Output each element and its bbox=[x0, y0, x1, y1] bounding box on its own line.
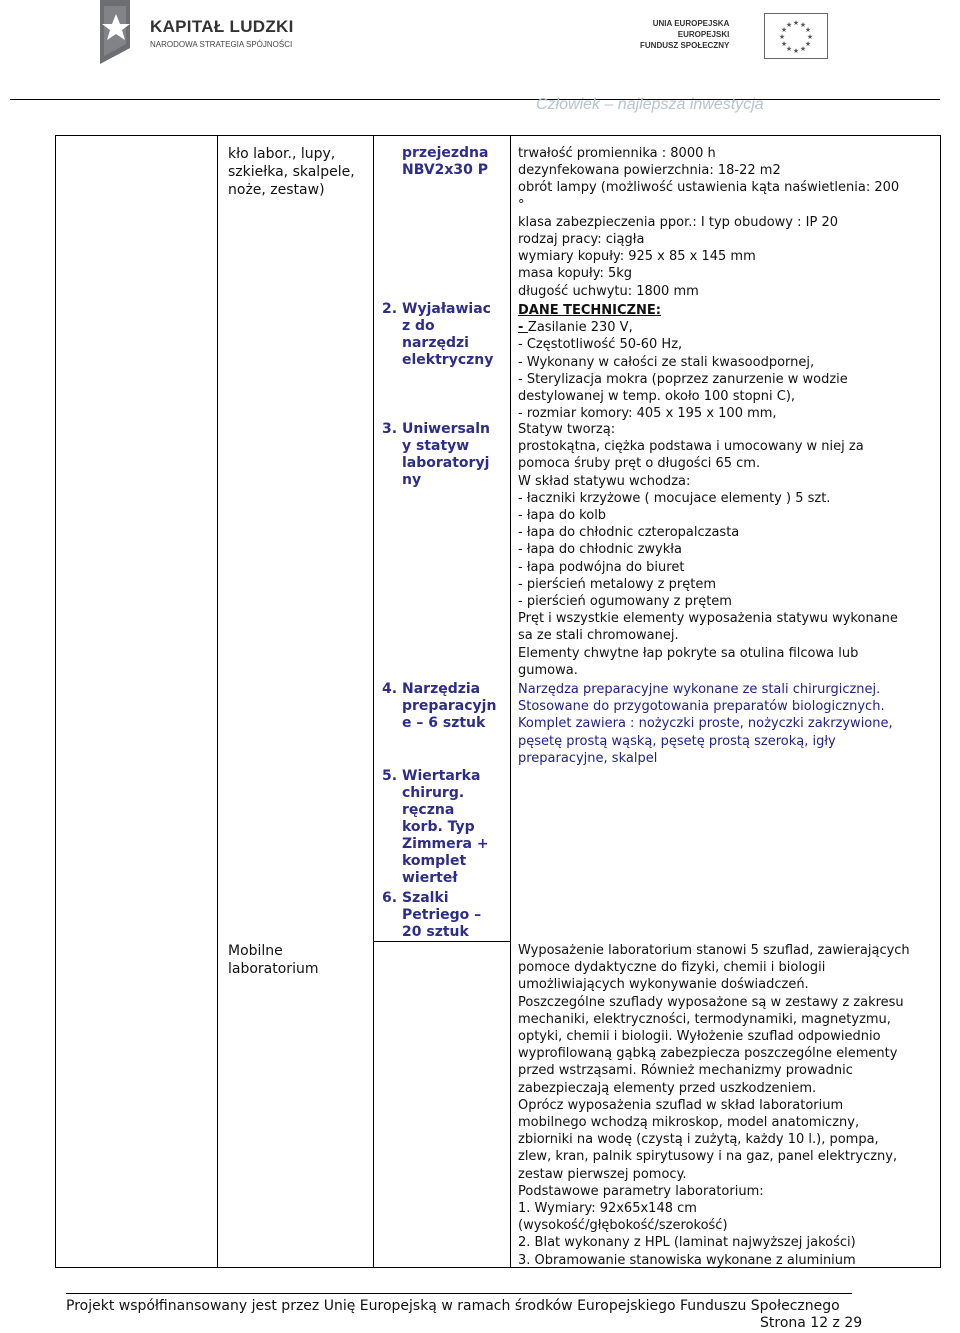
text-line: ny bbox=[402, 472, 422, 488]
tools-specs bbox=[518, 681, 940, 767]
text-line: W skład statywu wchodza: bbox=[518, 473, 691, 489]
text-line: kło labor., lupy, bbox=[228, 146, 336, 162]
text-line: y statyw bbox=[402, 438, 470, 454]
text-line: dezynfekowana powierzchnia: 18-22 m2 bbox=[518, 163, 781, 179]
table-cell-category bbox=[228, 942, 370, 978]
text-line: 1. Wymiary: 92x65x148 cm bbox=[518, 1201, 697, 1217]
text-line: ręczna bbox=[402, 802, 455, 818]
text-line: mechaniki, elektryczności, termodynamiki, magnetyzmu, bbox=[518, 1011, 891, 1027]
text-line: wyprofilowaną gąbką zabezpiecza poszczególne elementy bbox=[518, 1046, 898, 1062]
text-line: rodzaj pracy: ciągła bbox=[518, 232, 645, 248]
text-line: Pręt i wszystkie elementy wyposażenia statywu wykonane bbox=[518, 611, 898, 627]
text-line: Stosowane do przygotowania preparatów biologicznych. bbox=[518, 699, 885, 715]
text-line: masa kopuły: 5kg bbox=[518, 266, 633, 282]
text-line: elektryczny bbox=[402, 352, 494, 368]
table-column-divider bbox=[373, 135, 374, 1268]
text-line: ° bbox=[518, 197, 525, 213]
text-line: e – 6 sztuk bbox=[402, 715, 486, 731]
svg-text:★: ★ bbox=[799, 45, 807, 53]
text-line: Komplet zawiera : nożyczki proste, nożyczki zakrzywione, bbox=[518, 716, 893, 732]
text-line: optyki, chemii i biologii. Wyłożenie szuflad odpowiednio bbox=[518, 1029, 881, 1045]
eu-line: EUROPEJSKI bbox=[677, 30, 730, 39]
text-line: noże, zestaw) bbox=[228, 182, 325, 198]
text-line: Zasilanie 230 V, bbox=[527, 320, 633, 336]
text-line: 3. Obramowanie stanowiska wykonane z aluminium bbox=[518, 1252, 856, 1268]
text-line: szkiełka, skalpele, bbox=[228, 164, 355, 180]
text-line: umożliwiających wykonywanie doświadczeń. bbox=[518, 977, 809, 993]
item-4 bbox=[382, 681, 500, 732]
item-5 bbox=[382, 768, 500, 887]
eu-line: FUNDUSZ SPOŁECZNY bbox=[640, 41, 730, 50]
text-line: Wyposażenie laboratorium stanowi 5 szuflad, zawierających bbox=[518, 943, 910, 958]
text-line: pęsetę prostą wąską, pęsetę prostą szeroką, igły bbox=[518, 733, 836, 749]
text-line: Wyjaławiac bbox=[402, 301, 491, 317]
item-number: 5. bbox=[382, 768, 398, 784]
text-line: Mobilne bbox=[228, 943, 283, 959]
logo-title: KAPITAŁ LUDZKI bbox=[150, 17, 294, 36]
svg-text:★: ★ bbox=[785, 45, 793, 53]
text-line: - Częstotliwość 50-60 Hz, bbox=[518, 337, 683, 353]
text-line: korb. Typ bbox=[402, 819, 475, 835]
table-row-divider bbox=[373, 941, 510, 942]
item-number: 3. bbox=[382, 421, 398, 437]
text-line: wierteł bbox=[402, 870, 458, 886]
text-line: laboratorium bbox=[228, 961, 319, 977]
item-number: 6. bbox=[382, 890, 398, 906]
text-line: obrót lampy (możliwość ustawienia kąta naświetlenia: 200 bbox=[518, 180, 900, 196]
text-line: preparacyjne, skalpel bbox=[518, 750, 658, 766]
svg-text:★: ★ bbox=[799, 21, 807, 29]
eu-line: UNIA EUROPEJSKA bbox=[652, 19, 730, 28]
text-line: - łapa do chłodnic czteropalczasta bbox=[518, 525, 740, 541]
text-line: wymiary kopuły: 925 x 85 x 145 mm bbox=[518, 249, 756, 265]
text-line: - rozmiar komory: 405 x 195 x 100 mm, bbox=[518, 406, 777, 422]
header-rule bbox=[10, 99, 940, 100]
footer-text: Projekt współfinansowany jest przez Unię Europejską w ramach środków Europejskiego Funduszu Społecznego bbox=[66, 1298, 840, 1314]
text-line: - łapa do kolb bbox=[518, 508, 607, 524]
text-line: przed wstrząsami. Również mechanizmy prowadnic bbox=[518, 1063, 853, 1079]
text-line: (wysokość/głębokość/szerokość) bbox=[518, 1218, 728, 1234]
text-line: - Wykonany w całości ze stali kwasoodpornej, bbox=[518, 354, 815, 370]
text-line: Uniwersaln bbox=[402, 421, 491, 437]
text-line: - pierścień metalowy z prętem bbox=[518, 576, 716, 592]
text-line: NBV2x30 P bbox=[402, 162, 489, 178]
lamp-specs bbox=[518, 145, 940, 300]
footer-rule bbox=[66, 1293, 852, 1294]
item-3 bbox=[382, 421, 500, 489]
text-line: długość uchwytu: 1800 mm bbox=[518, 283, 699, 299]
text-line: Statyw tworzą: bbox=[518, 422, 616, 437]
text-line: - Sterylizacja mokra (poprzez zanurzenie w wodzie bbox=[518, 371, 848, 387]
text-line: trwałość promiennika : 8000 h bbox=[518, 146, 716, 161]
table-cell-category bbox=[228, 145, 370, 199]
svg-text:★: ★ bbox=[792, 19, 800, 27]
table-column-divider bbox=[217, 135, 218, 1268]
svg-text:★: ★ bbox=[806, 33, 814, 41]
text-line: zbiorniki na wodę (czystą i zużytą, każdy 10 l.), pompa, bbox=[518, 1132, 879, 1148]
svg-text:★: ★ bbox=[778, 33, 786, 41]
text-line: gumowa. bbox=[518, 662, 578, 678]
stand-specs bbox=[518, 421, 940, 679]
text-line: klasa zabezpieczenia ppor.: I typ obudowy : IP 20 bbox=[518, 214, 838, 230]
text-line: Wiertarka bbox=[402, 768, 481, 784]
dash-marker: - bbox=[518, 320, 528, 336]
svg-text:★: ★ bbox=[804, 26, 812, 34]
logo-subtitle: NARODOWA STRATEGIA SPÓJNOŚCI bbox=[150, 40, 293, 49]
eu-label bbox=[640, 18, 729, 51]
text-line: Elementy chwytne łap pokryte sa otulina filcowa lub bbox=[518, 645, 859, 661]
text-line: - łapa do chłodnic zwykła bbox=[518, 542, 682, 558]
text-line: zestaw pierwszej pomocy. bbox=[518, 1166, 687, 1182]
sterilizer-specs bbox=[518, 302, 940, 422]
text-line: sa ze stali chromowanej. bbox=[518, 628, 679, 644]
text-line: preparacyjn bbox=[402, 698, 497, 714]
svg-text:★: ★ bbox=[792, 47, 800, 55]
svg-text:★: ★ bbox=[780, 40, 788, 48]
svg-text:★: ★ bbox=[785, 21, 793, 29]
svg-text:★: ★ bbox=[780, 26, 788, 34]
text-line: prostokątna, ciężka podstawa i umocowany w niej za bbox=[518, 439, 864, 455]
text-line: Petriego – bbox=[402, 907, 482, 923]
item-1 bbox=[402, 145, 520, 179]
text-line: narzędzi bbox=[402, 335, 469, 351]
text-line: Poszczególne szuflady wyposażone są w zestawy z zakresu bbox=[518, 994, 904, 1010]
text-line: chirurg. bbox=[402, 785, 465, 801]
text-line: komplet bbox=[402, 853, 467, 869]
text-line: pomoca śruby pręt o długości 65 cm. bbox=[518, 456, 761, 472]
table-column-divider bbox=[510, 135, 511, 1268]
text-line: mobilnego wchodzą mikroskop, model anatomiczny, bbox=[518, 1115, 860, 1131]
text-line: Oprócz wyposażenia szuflad w skład laboratorium bbox=[518, 1097, 844, 1113]
text-line: laboratoryj bbox=[402, 455, 490, 471]
item-2 bbox=[382, 301, 500, 369]
text-line: Narzędza preparacyjne wykonane ze stali chirurgicznej. bbox=[518, 682, 881, 697]
text-line: Szalki bbox=[402, 890, 449, 906]
item-number: 4. bbox=[382, 681, 398, 697]
slogan: Człowiek – najlepsza inwestycja bbox=[536, 96, 764, 113]
text-line: zlew, kran, palnik spirytusowy i na gaz, panel elektryczny, bbox=[518, 1149, 898, 1165]
text-line: - łapa podwójna do biuret bbox=[518, 559, 685, 575]
eu-flag-icon bbox=[764, 13, 828, 59]
item-number: 2. bbox=[382, 301, 398, 317]
text-line: z do bbox=[402, 318, 435, 334]
text-line: 2. Blat wykonany z HPL (laminat najwyższej jakości) bbox=[518, 1235, 856, 1251]
page-number: Strona 12 z 29 bbox=[760, 1315, 863, 1331]
text-line: - pierścień ogumowany z prętem bbox=[518, 594, 732, 610]
text-line: 20 sztuk bbox=[402, 924, 469, 940]
text-line: Narzędzia bbox=[402, 681, 481, 697]
text-line: - łaczniki krzyżowe ( mocujace elementy ) 5 szt. bbox=[518, 490, 831, 506]
text-line: pomoce dydaktyczne do fizyki, chemii i biologii bbox=[518, 960, 826, 976]
kapital-ludzki-emblem-icon bbox=[94, 0, 148, 64]
mobile-lab-specs bbox=[518, 942, 940, 1269]
text-line: Podstawowe parametry laboratorium: bbox=[518, 1183, 764, 1199]
text-line: Zimmera + bbox=[402, 836, 489, 852]
svg-text:★: ★ bbox=[804, 40, 812, 48]
text-line: zabezpieczają elementy przed uszkodzeniem. bbox=[518, 1080, 817, 1096]
text-line: destylowanej w temp. około 100 stopni C), bbox=[518, 389, 796, 405]
item-6 bbox=[382, 890, 500, 941]
text-line: przejezdna bbox=[402, 145, 489, 161]
section-heading: DANE TECHNICZNE: bbox=[518, 303, 661, 318]
